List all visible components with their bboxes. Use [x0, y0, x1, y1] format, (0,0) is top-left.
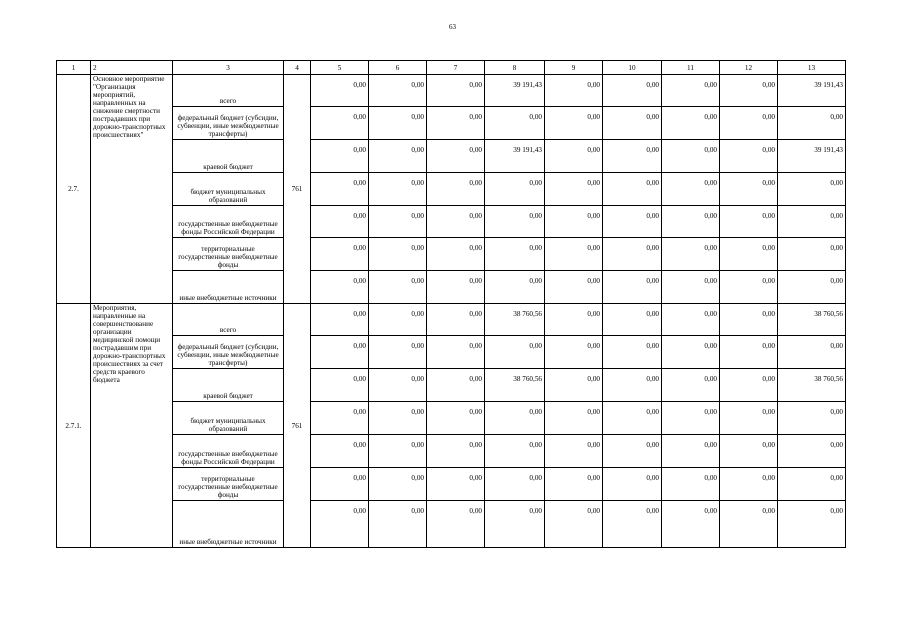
- value-cell: 38 760,56: [778, 304, 846, 336]
- value-cell: 0,00: [662, 336, 720, 369]
- value-cell: 0,00: [545, 107, 603, 140]
- value-cell: 0,00: [311, 468, 369, 501]
- value-cell: 0,00: [662, 173, 720, 206]
- value-cell: 0,00: [603, 271, 662, 304]
- value-cell: 0,00: [720, 501, 778, 548]
- table-row: [57, 369, 846, 402]
- value-cell: 0,00: [720, 304, 778, 336]
- value-cell: 0,00: [603, 336, 662, 369]
- value-cell: 0,00: [603, 206, 662, 238]
- value-cell: 0,00: [311, 501, 369, 548]
- value-cell: 0,00: [369, 435, 427, 468]
- value-cell: 0,00: [720, 369, 778, 402]
- table-row: [57, 107, 846, 140]
- value-cell: 0,00: [369, 369, 427, 402]
- activity-name: Основное мероприятие "Организация мероприятий, направленных на снижение смертности пострадавших при дорожно-транспортных происшествиях": [91, 75, 173, 304]
- value-cell: 39 191,43: [485, 140, 545, 173]
- funding-source: краевой бюджет: [173, 369, 284, 402]
- funding-source: всего: [173, 304, 284, 336]
- page-number: 63: [449, 23, 456, 31]
- value-cell: 0,00: [485, 271, 545, 304]
- table-row: [57, 402, 846, 435]
- budget-code: 761: [284, 75, 311, 304]
- value-cell: 39 191,43: [485, 75, 545, 107]
- value-cell: 0,00: [720, 468, 778, 501]
- value-cell: 0,00: [662, 206, 720, 238]
- value-cell: 0,00: [603, 369, 662, 402]
- value-cell: 0,00: [545, 271, 603, 304]
- value-cell: 0,00: [545, 75, 603, 107]
- value-cell: 0,00: [311, 107, 369, 140]
- budget-table: [56, 60, 846, 548]
- value-cell: 0,00: [369, 206, 427, 238]
- value-cell: 0,00: [369, 173, 427, 206]
- value-cell: 0,00: [662, 75, 720, 107]
- value-cell: 0,00: [427, 238, 485, 271]
- value-cell: 0,00: [545, 501, 603, 548]
- value-cell: 0,00: [311, 75, 369, 107]
- value-cell: 0,00: [603, 173, 662, 206]
- value-cell: 0,00: [603, 468, 662, 501]
- value-cell: 0,00: [720, 271, 778, 304]
- value-cell: 39 191,43: [778, 140, 846, 173]
- value-cell: 0,00: [427, 206, 485, 238]
- funding-source: федеральный бюджет (субсидии, субвенции, иные межбюджетные трансферты): [173, 336, 284, 369]
- value-cell: 0,00: [369, 336, 427, 369]
- value-cell: 0,00: [662, 501, 720, 548]
- value-cell: 0,00: [427, 435, 485, 468]
- table-row: [57, 173, 846, 206]
- funding-source: бюджет муниципальных образований: [173, 173, 284, 206]
- value-cell: 0,00: [485, 435, 545, 468]
- value-cell: 0,00: [778, 336, 846, 369]
- row-index: 2.7.: [57, 75, 91, 304]
- value-cell: 0,00: [311, 402, 369, 435]
- header-cell: 12: [720, 61, 778, 75]
- value-cell: 0,00: [485, 402, 545, 435]
- value-cell: 0,00: [778, 173, 846, 206]
- table-row: [57, 501, 846, 548]
- value-cell: 0,00: [720, 402, 778, 435]
- value-cell: 0,00: [545, 206, 603, 238]
- table-row: [57, 206, 846, 238]
- value-cell: 0,00: [427, 369, 485, 402]
- value-cell: 0,00: [603, 238, 662, 271]
- value-cell: 0,00: [485, 238, 545, 271]
- table-row: [57, 140, 846, 173]
- table-row: [57, 75, 846, 107]
- value-cell: 0,00: [545, 369, 603, 402]
- header-row: [57, 61, 846, 75]
- value-cell: 0,00: [545, 304, 603, 336]
- value-cell: 0,00: [778, 435, 846, 468]
- value-cell: 0,00: [603, 304, 662, 336]
- value-cell: 0,00: [427, 107, 485, 140]
- value-cell: 0,00: [427, 468, 485, 501]
- value-cell: 0,00: [485, 107, 545, 140]
- header-cell: 3: [173, 61, 284, 75]
- value-cell: 0,00: [427, 402, 485, 435]
- value-cell: 0,00: [662, 107, 720, 140]
- header-cell: 11: [662, 61, 720, 75]
- value-cell: 0,00: [427, 271, 485, 304]
- budget-code: 761: [284, 304, 311, 548]
- funding-source: краевой бюджет: [173, 140, 284, 173]
- value-cell: 0,00: [720, 107, 778, 140]
- funding-source: всего: [173, 75, 284, 107]
- value-cell: 0,00: [603, 435, 662, 468]
- table-row: [57, 435, 846, 468]
- header-cell: 1: [57, 61, 91, 75]
- value-cell: 0,00: [545, 336, 603, 369]
- value-cell: 0,00: [311, 435, 369, 468]
- value-cell: 0,00: [662, 271, 720, 304]
- value-cell: 0,00: [778, 238, 846, 271]
- table-row: [57, 238, 846, 271]
- funding-source: территориальные государственные внебюджетные фонды: [173, 468, 284, 501]
- value-cell: 0,00: [778, 468, 846, 501]
- funding-source: бюджет муниципальных образований: [173, 402, 284, 435]
- header-cell: 8: [485, 61, 545, 75]
- value-cell: 0,00: [662, 402, 720, 435]
- value-cell: 0,00: [603, 140, 662, 173]
- value-cell: 0,00: [545, 238, 603, 271]
- value-cell: 0,00: [778, 501, 846, 548]
- value-cell: 0,00: [427, 173, 485, 206]
- value-cell: 0,00: [311, 173, 369, 206]
- value-cell: 0,00: [369, 238, 427, 271]
- row-index: 2.7.1.: [57, 304, 91, 548]
- value-cell: 0,00: [778, 402, 846, 435]
- value-cell: 38 760,56: [778, 369, 846, 402]
- value-cell: 0,00: [485, 501, 545, 548]
- table-body: [57, 61, 846, 548]
- funding-source: территориальные государственные внебюджетные фонды: [173, 238, 284, 271]
- value-cell: 0,00: [720, 173, 778, 206]
- funding-source: федеральный бюджет (субсидии, субвенции, иные межбюджетные трансферты): [173, 107, 284, 140]
- funding-source: иные внебюджетные источники: [173, 501, 284, 548]
- value-cell: 0,00: [311, 238, 369, 271]
- value-cell: 0,00: [662, 435, 720, 468]
- header-cell: 5: [311, 61, 369, 75]
- value-cell: 0,00: [778, 271, 846, 304]
- funding-source: иные внебюджетные источники: [173, 271, 284, 304]
- value-cell: 0,00: [369, 304, 427, 336]
- value-cell: 0,00: [662, 304, 720, 336]
- header-cell: 13: [778, 61, 846, 75]
- value-cell: 0,00: [662, 238, 720, 271]
- table-row: [57, 271, 846, 304]
- value-cell: 0,00: [311, 206, 369, 238]
- value-cell: 0,00: [311, 336, 369, 369]
- header-cell: 10: [603, 61, 662, 75]
- header-cell: 7: [427, 61, 485, 75]
- value-cell: 0,00: [720, 206, 778, 238]
- value-cell: 0,00: [720, 75, 778, 107]
- table-row: [57, 304, 846, 336]
- value-cell: 0,00: [603, 501, 662, 548]
- value-cell: 0,00: [311, 140, 369, 173]
- value-cell: 0,00: [485, 468, 545, 501]
- value-cell: 0,00: [662, 468, 720, 501]
- value-cell: 0,00: [369, 468, 427, 501]
- value-cell: 0,00: [545, 435, 603, 468]
- value-cell: 0,00: [545, 402, 603, 435]
- value-cell: 0,00: [427, 336, 485, 369]
- value-cell: 0,00: [485, 336, 545, 369]
- value-cell: 0,00: [662, 140, 720, 173]
- value-cell: 0,00: [720, 238, 778, 271]
- value-cell: 0,00: [662, 369, 720, 402]
- value-cell: 0,00: [369, 501, 427, 548]
- value-cell: 0,00: [485, 206, 545, 238]
- header-cell: 6: [369, 61, 427, 75]
- value-cell: 0,00: [778, 107, 846, 140]
- value-cell: 0,00: [369, 107, 427, 140]
- funding-source: государственные внебюджетные фонды Российской Федерации: [173, 435, 284, 468]
- value-cell: 0,00: [369, 271, 427, 304]
- value-cell: 38 760,56: [485, 304, 545, 336]
- table-row: [57, 468, 846, 501]
- header-cell: 9: [545, 61, 603, 75]
- value-cell: 39 191,43: [778, 75, 846, 107]
- value-cell: 0,00: [427, 304, 485, 336]
- header-cell: 2: [91, 61, 173, 75]
- value-cell: 0,00: [778, 206, 846, 238]
- funding-source: государственные внебюджетные фонды Российской Федерации: [173, 206, 284, 238]
- value-cell: 38 760,56: [485, 369, 545, 402]
- value-cell: 0,00: [545, 173, 603, 206]
- value-cell: 0,00: [369, 140, 427, 173]
- value-cell: 0,00: [369, 75, 427, 107]
- value-cell: 0,00: [720, 336, 778, 369]
- value-cell: 0,00: [603, 402, 662, 435]
- value-cell: 0,00: [545, 140, 603, 173]
- value-cell: 0,00: [603, 107, 662, 140]
- value-cell: 0,00: [311, 271, 369, 304]
- value-cell: 0,00: [311, 304, 369, 336]
- value-cell: 0,00: [720, 140, 778, 173]
- value-cell: 0,00: [427, 75, 485, 107]
- value-cell: 0,00: [369, 402, 427, 435]
- header-cell: 4: [284, 61, 311, 75]
- value-cell: 0,00: [545, 468, 603, 501]
- value-cell: 0,00: [485, 173, 545, 206]
- activity-name: Мероприятия, направленные на совершенствование организации медицинской помощи пострадавшим при дорожно-транспортных происшествиях за счет средств краевого бюджета: [91, 304, 173, 548]
- value-cell: 0,00: [311, 369, 369, 402]
- value-cell: 0,00: [603, 75, 662, 107]
- table-row: [57, 336, 846, 369]
- value-cell: 0,00: [427, 140, 485, 173]
- value-cell: 0,00: [427, 501, 485, 548]
- value-cell: 0,00: [720, 435, 778, 468]
